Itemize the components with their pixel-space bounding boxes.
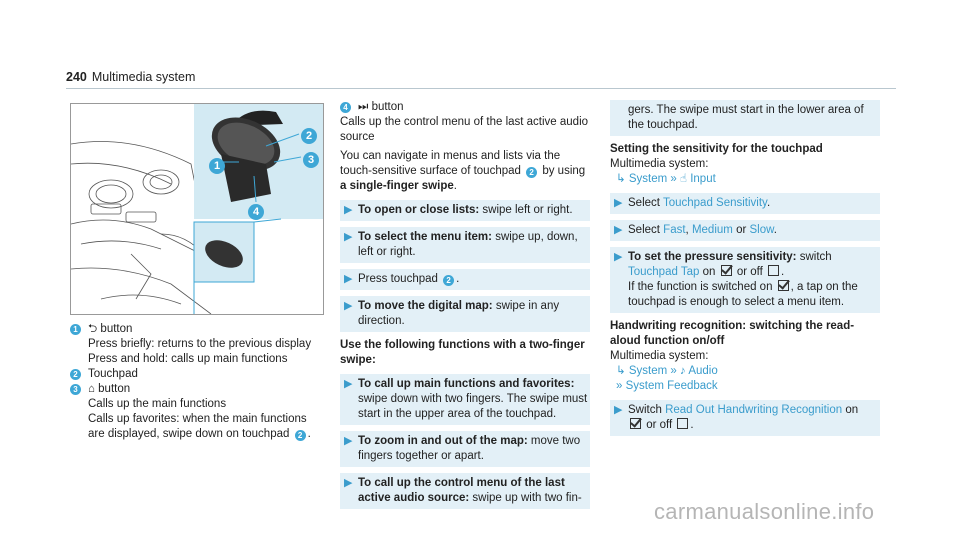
path-arrow-icon: ↳ [616,365,626,377]
checkbox-empty-icon [768,265,779,276]
legend-item-1: 1 ⮌ button [70,322,320,337]
home-icon: ⌂ [88,383,95,395]
action-select-menu-item: ▶ To select the menu item: swipe up, down, left or right. [340,227,590,263]
page-number: 240 [66,70,87,84]
settings-column: gers. The swipe must start in the lower area of the touchpad. Setting the sensitivity for the touchpad Multimedia system: ↳ System » ☝ Input ▶ Select Touchpad Sensitivity. ▶ Select Fast, Medium or Slow. ▶ To set the pressure sensitivity: switch Touchpad Tap on or off . If the function is switched on , a tap on the touchpad is enough to select a menu item. Handwriting recognition: switching the read-aloud function on/off Multimedia system: ↳ System » ♪ Audio » System Feedback ▶ Switch Read Out Handwriting Recognition on or off . [610,100,880,442]
watermark: carmanualsonline.info [654,499,875,524]
handwriting-heading: Handwriting recognition: switching the read-aloud function on/off [610,320,855,347]
legend-item-2: 2 Touchpad [70,367,320,382]
callout-2: 2 [301,128,317,144]
header-rule [66,88,896,89]
legend-column: 1 ⮌ button Press briefly: returns to the previous display Press and hold: calls up main functions 2 Touchpad 3 ⌂ button Calls up the main functions Calls up favorites: when the main functions are displayed, swipe down on touchpad 2 . [70,322,320,442]
checkbox-checked-icon [630,418,641,429]
action-zoom-map: ▶ To zoom in and out of the map: move two fingers together or apart. [340,431,590,467]
section-title: Multimedia system [91,70,196,84]
action-move-map: ▶ To move the digital map: swipe in any direction. [340,296,590,332]
checkbox-empty-icon [677,418,688,429]
legend-item-4: 4 ⏭ button [340,100,590,115]
action-select-sensitivity: ▶ Select Touchpad Sensitivity. [610,193,880,214]
callout-4: 4 [248,204,264,220]
action-pressure-sensitivity: ▶ To set the pressure sensitivity: switch Touchpad Tap on or off . If the function is switched on , a tap on the touchpad is enough to select a menu item. [610,247,880,313]
action-main-functions-favorites: ▶ To call up main functions and favorites: swipe down with two fingers. The swipe must start in the upper area of the touchpad. [340,374,590,425]
touch-input-icon: ☝ [680,173,688,185]
audio-icon: ♪ [680,365,686,377]
skip-forward-icon: ⏭ [358,101,369,113]
sensitivity-menu-path: ↳ System » ☝ Input [616,173,716,185]
sensitivity-heading: Setting the sensitivity for the touchpad [610,143,823,155]
page-header [66,70,195,85]
checkbox-checked-icon [778,280,789,291]
legend-item-3: 3 ⌂ button [70,382,320,397]
checkbox-checked-icon [721,265,732,276]
continued-text: gers. The swipe must start in the lower area of the touchpad. [610,100,880,136]
path-separator-icon: » [616,380,623,392]
action-press-touchpad: ▶ Press touchpad 2 . [340,269,590,290]
touchpad-column: 4 ⏭ button Calls up the control menu of the last active audio source You can navigate in menus and lists via the touch-sensitive surface of touchpad 2 by using a single-finger swipe. ▶ To open or close lists: swipe left or right. ▶ To select the menu item: swipe up, down, left or right. ▶ Press touchpad 2 . ▶ To move the digital map: swipe in any direction. Use the following functions with a two-finger swipe: ▶ To call up main functions and favorites: swipe down with two fingers. The swipe must start in the upper area of the touchpad. ▶ To zoom in and out of the map: move two fingers together or apart. ▶ To call up the control menu of the last active audio source: swipe up with two fin- [340,100,590,515]
back-arrow-icon: ⮌ [88,323,98,335]
intro-paragraph: You can navigate in menus and lists via the touch-sensitive surface of touchpad 2 by using a single-finger swipe. [340,150,586,192]
callout-3: 3 [303,152,319,168]
two-finger-heading: Use the following functions with a two-finger swipe: [340,339,585,366]
action-control-menu-audio: ▶ To call up the control menu of the last active audio source: swipe up with two fin- [340,473,590,509]
path-separator-icon: » [670,173,677,185]
path-separator-icon: » [670,365,677,377]
callout-1: 1 [209,158,225,174]
touchpad-illustration [70,103,324,315]
path-arrow-icon: ↳ [616,173,626,185]
handwriting-menu-path: ↳ System » ♪ Audio » System Feedback [616,365,718,392]
action-read-out-handwriting: ▶ Switch Read Out Handwriting Recognition on or off . [610,400,880,436]
action-open-close-lists: ▶ To open or close lists: swipe left or right. [340,200,590,221]
illustration-drawing [71,104,323,314]
action-select-speed: ▶ Select Fast, Medium or Slow. [610,220,880,241]
